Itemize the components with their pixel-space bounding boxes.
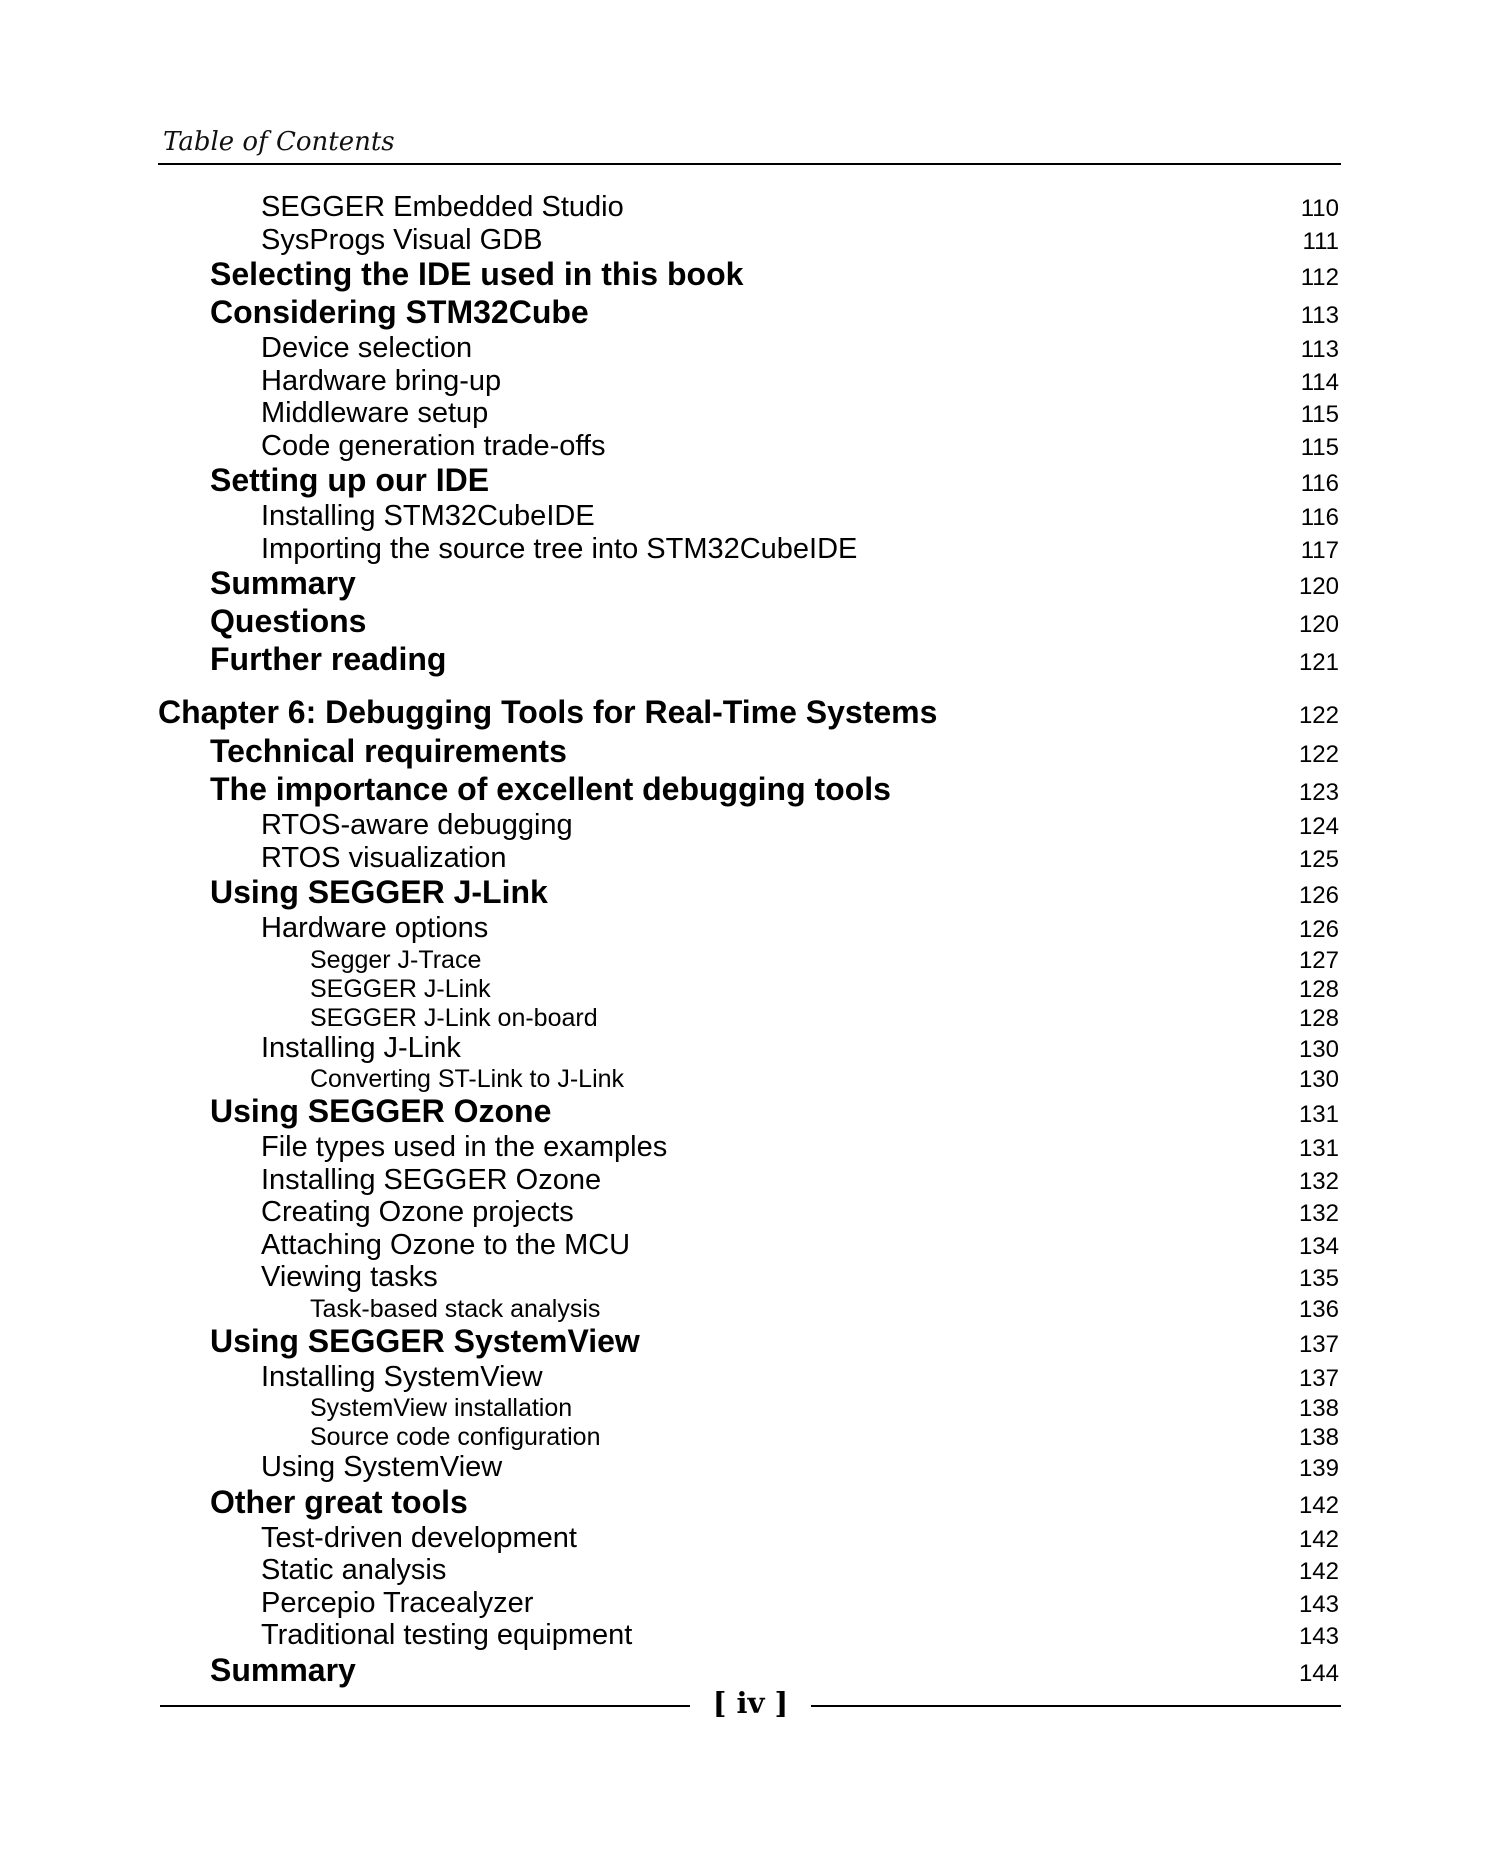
- toc-entry-page-number: 130: [1298, 1035, 1339, 1063]
- toc-entry[interactable]: [158, 1065, 1341, 1094]
- toc-entry[interactable]: [158, 1033, 1341, 1066]
- toc-entry-page-number: 132: [1298, 1167, 1339, 1195]
- toc-entry-title: Creating Ozone projects: [261, 1196, 574, 1228]
- toc-entry-title: Attaching Ozone to the MCU: [261, 1228, 631, 1261]
- toc-entry-title: Using SEGGER Ozone: [210, 1093, 552, 1129]
- toc-entry-title: The importance of excellent debugging tools: [210, 771, 891, 807]
- toc-entry-page-number: 136: [1298, 1295, 1339, 1323]
- toc-entry[interactable]: [158, 1230, 1341, 1263]
- toc-entry-page-number: 124: [1298, 813, 1339, 840]
- toc-entry-title: Viewing tasks: [261, 1261, 438, 1293]
- header-rule: [158, 163, 1341, 165]
- toc-entry[interactable]: [158, 225, 1341, 258]
- toc-entry[interactable]: [158, 431, 1341, 464]
- toc-entry-title: SEGGER J-Link on-board: [310, 1003, 598, 1032]
- toc-entry-title: Static analysis: [261, 1554, 447, 1586]
- running-head: Table of Contents: [163, 127, 395, 157]
- toc-entry[interactable]: [158, 534, 1341, 567]
- toc-entry-title: Segger J-Trace: [310, 945, 482, 974]
- toc-entry-title: Selecting the IDE used in this book: [210, 256, 744, 292]
- toc-entry-title: Using SEGGER SystemView: [210, 1322, 640, 1359]
- toc-entry-page-number: 131: [1298, 1135, 1339, 1162]
- toc-entry-title: Chapter 6: Debugging Tools for Real-Time Systems: [158, 694, 938, 730]
- toc-entry[interactable]: [158, 913, 1341, 946]
- toc-entry[interactable]: [158, 604, 1341, 642]
- toc-entry[interactable]: [158, 1362, 1341, 1395]
- toc-entry-title: Installing SEGGER Ozone: [261, 1163, 602, 1196]
- toc-entry-page-number: 138: [1298, 1395, 1339, 1422]
- toc-entry[interactable]: [158, 772, 1341, 810]
- toc-entry-page-number: 111: [1302, 227, 1339, 255]
- toc-entry-page-number: 134: [1298, 1232, 1339, 1260]
- toc-entry[interactable]: [158, 734, 1341, 772]
- toc-entry[interactable]: [158, 1423, 1341, 1452]
- toc-entry-title: Device selection: [261, 332, 473, 364]
- toc-entry-title: SEGGER Embedded Studio: [261, 191, 624, 223]
- toc-entry-page-number: 113: [1300, 336, 1339, 363]
- toc-entry[interactable]: [158, 1262, 1341, 1295]
- toc-entry-page-number: 122: [1298, 702, 1339, 729]
- toc-entry-title: Traditional testing equipment: [261, 1619, 633, 1651]
- toc-entry[interactable]: [158, 333, 1341, 366]
- toc-entry-title: Percepio Tracealyzer: [261, 1586, 534, 1619]
- footer-rule-right: [811, 1705, 1341, 1707]
- toc-entry[interactable]: [158, 946, 1341, 975]
- toc-entry[interactable]: [158, 501, 1341, 534]
- toc-entry-page-number: 127: [1298, 946, 1339, 974]
- toc-entry[interactable]: [158, 875, 1341, 913]
- toc-entry[interactable]: [158, 463, 1341, 501]
- toc-entry-page-number: 130: [1298, 1066, 1339, 1093]
- toc-entry-title: Installing J-Link: [261, 1031, 461, 1064]
- toc-entry-page-number: 113: [1300, 302, 1339, 329]
- toc-entry-title: SEGGER J-Link: [310, 974, 491, 1003]
- toc-entry[interactable]: [158, 398, 1341, 431]
- toc-entry[interactable]: [158, 1620, 1341, 1653]
- toc-entry-page-number: 142: [1298, 1491, 1339, 1519]
- toc-entry-page-number: 138: [1298, 1424, 1339, 1451]
- toc-entry[interactable]: [158, 1452, 1341, 1485]
- toc-entry-page-number: 135: [1298, 1265, 1339, 1292]
- toc-entry[interactable]: [158, 192, 1341, 225]
- toc-entry[interactable]: [158, 257, 1341, 295]
- toc-entry-title: Other great tools: [210, 1483, 468, 1520]
- toc-entry-title: Considering STM32Cube: [210, 294, 589, 330]
- toc-entry-title: SystemView installation: [310, 1394, 573, 1422]
- toc-entry-page-number: 123: [1298, 779, 1339, 806]
- toc-entry[interactable]: [158, 1197, 1341, 1230]
- toc-entry[interactable]: [158, 566, 1341, 604]
- toc-entry[interactable]: [158, 843, 1341, 876]
- toc-entry-page-number: 142: [1298, 1525, 1339, 1553]
- toc-entry[interactable]: [158, 1324, 1341, 1362]
- toc-entry-page-number: 139: [1298, 1455, 1339, 1482]
- toc-entry-title: Using SystemView: [261, 1451, 503, 1483]
- toc-entry-title: Technical requirements: [210, 733, 567, 769]
- toc-entry-page-number: 144: [1298, 1659, 1339, 1687]
- toc-entry-title: Summary: [210, 565, 356, 601]
- toc-entry[interactable]: [158, 295, 1341, 333]
- toc-entry-page-number: 128: [1298, 975, 1339, 1003]
- toc-entry-title: Installing STM32CubeIDE: [261, 500, 595, 532]
- toc-entry-page-number: 115: [1300, 401, 1339, 428]
- toc-entry-title: Questions: [210, 603, 367, 639]
- toc-entry-title: Hardware bring-up: [261, 364, 502, 397]
- footer-rule-left: [160, 1705, 690, 1707]
- toc-entry[interactable]: [158, 975, 1341, 1004]
- toc-entry-page-number: 116: [1300, 504, 1339, 531]
- toc-entry[interactable]: [158, 1394, 1341, 1423]
- toc-entry-title: Converting ST-Link to J-Link: [310, 1065, 625, 1093]
- toc-entry-page-number: 122: [1298, 741, 1339, 768]
- toc-entry-page-number: 126: [1298, 916, 1339, 943]
- toc-entry-page-number: 110: [1300, 195, 1339, 222]
- toc-entry[interactable]: [158, 1094, 1341, 1132]
- toc-entry-title: Summary: [210, 1651, 356, 1688]
- toc-entry[interactable]: [158, 366, 1341, 399]
- toc-entry-title: Setting up our IDE: [210, 462, 490, 498]
- toc-entry-page-number: 132: [1298, 1200, 1339, 1227]
- toc-entry-page-number: 143: [1298, 1623, 1339, 1650]
- toc-entry-title: RTOS-aware debugging: [261, 809, 573, 841]
- toc-entry[interactable]: [158, 1523, 1341, 1556]
- footer-page-number: [ iv ]: [712, 1686, 789, 1720]
- toc-entry[interactable]: [158, 1165, 1341, 1198]
- toc-chapter-entry[interactable]: [158, 694, 1341, 734]
- toc-entry-page-number: 143: [1298, 1590, 1339, 1618]
- toc-entry[interactable]: [158, 1588, 1341, 1621]
- toc-entry-title: Middleware setup: [261, 397, 489, 429]
- toc-entry-title: RTOS visualization: [261, 841, 507, 874]
- toc-entry-page-number: 128: [1298, 1004, 1339, 1032]
- toc-entry-title: Task-based stack analysis: [310, 1294, 601, 1323]
- toc-entry-page-number: 116: [1300, 470, 1339, 497]
- toc-entry-title: Using SEGGER J-Link: [210, 874, 548, 910]
- toc-entry-title: SysProgs Visual GDB: [261, 223, 543, 256]
- toc-entry-page-number: 120: [1298, 573, 1339, 600]
- toc-entry-page-number: 137: [1298, 1330, 1339, 1358]
- toc-entry-page-number: 120: [1298, 611, 1339, 638]
- toc-entry[interactable]: [158, 1485, 1341, 1523]
- toc-entry-title: Importing the source tree into STM32CubeIDE: [261, 532, 858, 565]
- toc-entry[interactable]: [158, 1295, 1341, 1324]
- toc-entry-page-number: 142: [1298, 1558, 1339, 1585]
- toc-entry-page-number: 121: [1298, 649, 1339, 676]
- toc-entry-page-number: 117: [1300, 536, 1339, 564]
- toc-entry-title: Further reading: [210, 641, 447, 677]
- toc-entry-title: Installing SystemView: [261, 1360, 543, 1393]
- toc-entry-title: Source code configuration: [310, 1423, 601, 1451]
- toc-entry[interactable]: [158, 810, 1341, 843]
- toc-entry-title: File types used in the examples: [261, 1131, 668, 1163]
- toc-entry[interactable]: [158, 1004, 1341, 1033]
- toc-entry-page-number: 131: [1298, 1101, 1339, 1128]
- toc-entry-page-number: 114: [1300, 368, 1339, 396]
- toc-entry-page-number: 112: [1300, 264, 1339, 291]
- toc-entry-page-number: 126: [1298, 882, 1339, 909]
- toc-entry-title: Code generation trade-offs: [261, 429, 606, 462]
- toc-entry[interactable]: [158, 1555, 1341, 1588]
- toc-entry[interactable]: [158, 1653, 1341, 1691]
- toc-entry-page-number: 137: [1298, 1364, 1339, 1392]
- toc-entry-title: Test-driven development: [261, 1521, 577, 1554]
- toc-entry[interactable]: [158, 642, 1341, 680]
- table-of-contents: [158, 192, 1341, 1691]
- toc-entry-page-number: 125: [1298, 845, 1339, 873]
- toc-entry[interactable]: [158, 1132, 1341, 1165]
- toc-entry-page-number: 115: [1300, 433, 1339, 461]
- toc-entry-title: Hardware options: [261, 912, 489, 944]
